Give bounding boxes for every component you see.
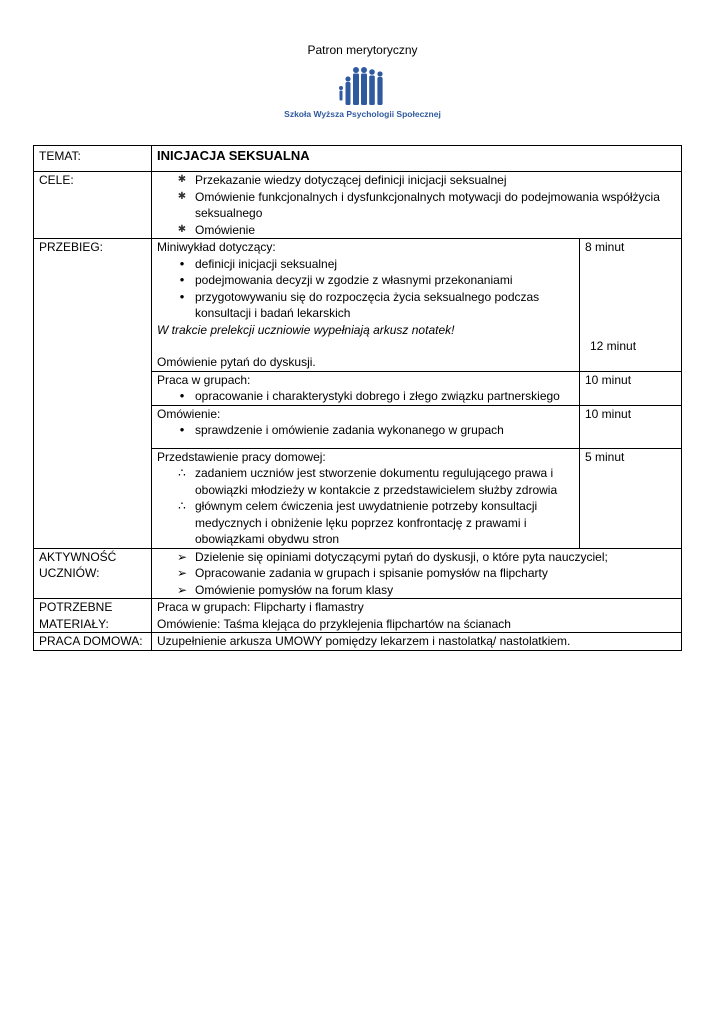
s1-list — [157, 256, 574, 322]
row-przebieg-1 — [34, 239, 682, 372]
row-cele — [34, 172, 682, 239]
aktywnosc-label: AKTYWNOŚĆ UCZNIÓW: — [34, 548, 152, 599]
s2-intro: Praca w grupach: — [157, 372, 251, 387]
s3-intro: Omówienie: — [157, 406, 221, 421]
s3-list — [157, 422, 574, 439]
s4-list — [157, 465, 574, 548]
s1-note: W trakcie prelekcji uczniowie wypełniają arkusz notatek! — [157, 322, 455, 337]
praca-domowa-value: Uzupełnienie arkusza UMOWY pomiędzy lekarzem i nastolatką/ nastolatkiem. — [152, 633, 682, 651]
list-item: • definicji inicjacji seksualnej — [179, 255, 338, 271]
s2-list — [157, 388, 574, 405]
list-item: ➢ Dzielenie się opiniami dotyczącymi pytań do dyskusji, o które pyta nauczyciel; — [176, 549, 608, 564]
list-item: ∴ głównym celem ćwiczenia jest uwydatnienie potrzeby konsultacji medycznych i obniżenie lęku poprzez konfrontację z prawami i obowiązkami obydwu stron — [178, 499, 538, 546]
patron-heading: Patron merytoryczny — [307, 43, 418, 57]
list-item: ➢ Omówienie pomysłów na forum klasy — [176, 582, 394, 597]
list-item: • przygotowywaniu się do rozpoczęcia życia seksualnego podczas konsultacji i badań lekarskich — [179, 288, 540, 320]
s4-time: 5 minut — [580, 448, 682, 548]
people-logo-icon — [337, 66, 385, 106]
materialy-label: POTRZEBNE MATERIAŁY: — [34, 599, 152, 633]
row-temat — [34, 146, 682, 172]
logo-text: Szkoła Wyższa Psychologii Społecznej — [284, 109, 441, 119]
list-item: • opracowanie i charakterystyki dobrego i złego związku partnerskiego — [179, 388, 560, 403]
temat-value: INICJACJA SEKSUALNA — [152, 146, 682, 172]
cele-label: CELE: — [34, 172, 152, 239]
row-aktywnosc — [34, 548, 682, 599]
s1-time1: 8 minut — [585, 240, 625, 254]
list-item: • podejmowania decyzji w zgodzie z własnymi przekonaniami — [179, 272, 513, 287]
s1-intro: Miniwykład dotyczący: — [157, 240, 276, 254]
list-item: ✱ Przekazanie wiedzy dotyczącej definicji inicjacji seksualnej — [177, 173, 507, 187]
s1-discussion: Omówienie pytań do dyskusji. — [157, 355, 316, 369]
przebieg-label: PRZEBIEG: — [34, 239, 152, 549]
s1-time2: 12 minut — [590, 338, 637, 353]
list-item: • sprawdzenie i omówienie zadania wykonanego w grupach — [179, 422, 504, 437]
aktywnosc-list — [157, 549, 676, 599]
s2-time: 10 minut — [580, 371, 682, 405]
list-item: ➢ Opracowanie zadania w grupach i spisanie pomysłów na flipcharty — [176, 566, 548, 580]
s4-intro: Przedstawienie pracy domowej: — [157, 449, 326, 464]
cele-list — [157, 172, 676, 238]
list-item: ∴ zadaniem uczniów jest stworzenie dokumentu regulującego prawa i obowiązki młodzieży w kontakcie z przedstawicielem służby zdrowia — [178, 466, 558, 497]
list-item: ✱ Omówienie funkcjonalnych i dysfunkcjonalnych motywacji do podejmowania współżycia seksualnego — [177, 189, 660, 220]
temat-label: TEMAT: — [34, 146, 152, 172]
lesson-plan-table — [33, 145, 682, 651]
materialy-line2: Omówienie: Taśma klejąca do przyklejenia flipchartów na ścianach — [157, 616, 511, 631]
row-praca-domowa — [34, 633, 682, 651]
s3-time: 10 minut — [580, 405, 682, 448]
list-item: ✱ Omówienie — [177, 222, 256, 237]
praca-domowa-label: PRACA DOMOWA: — [34, 633, 152, 651]
row-materialy — [34, 599, 682, 633]
materialy-line1: Praca w grupach: Flipcharty i flamastry — [157, 600, 364, 614]
